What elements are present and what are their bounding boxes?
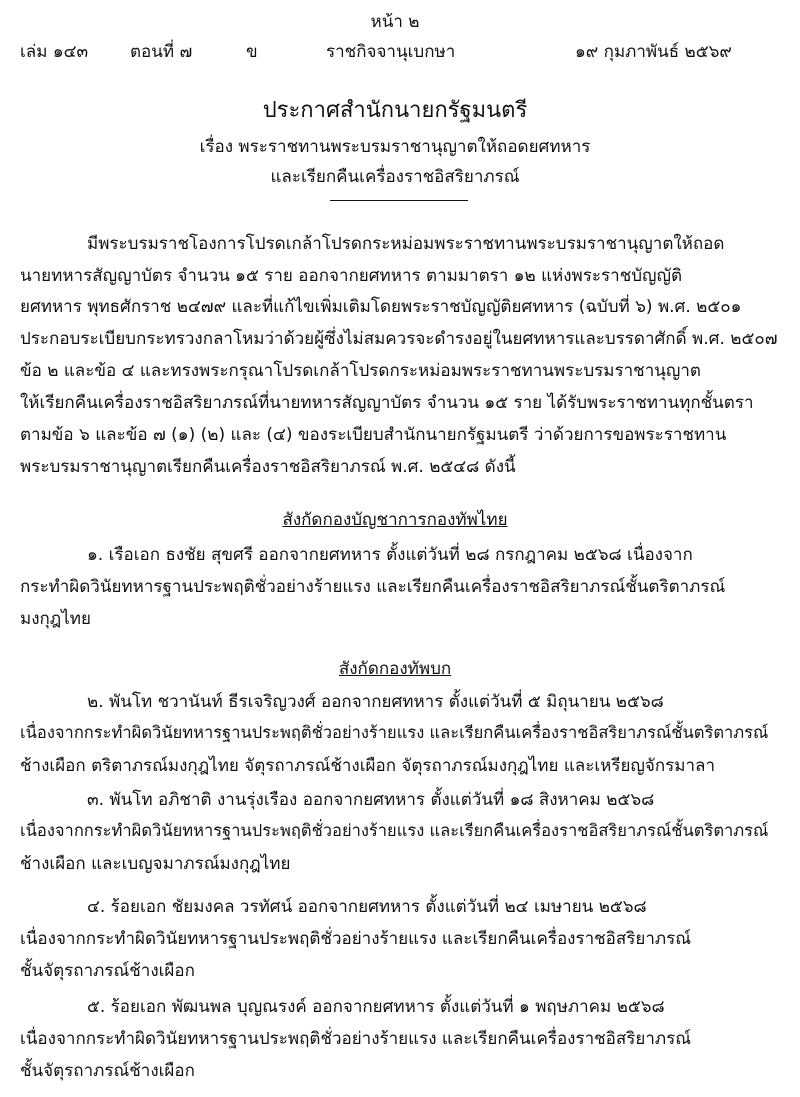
title-divider: [330, 200, 468, 201]
page-number: หน้า ๒: [370, 12, 420, 32]
entry-line: ชั้นจัตุรถาภรณ์ช้างเผือก: [20, 1061, 195, 1081]
entry-line: ช้างเผือก ตริตาภรณ์มงกุฎไทย จัตุรถาภรณ์ช้างเผือก จัตุรถาภรณ์มงกุฎไทย และเหรียญจักรมาลา: [20, 756, 716, 776]
entry-line: เนื่องจากกระทำผิดวินัยทหารฐานประพฤติชั่วอย่างร้ายแรง และเรียกคืนเครื่องราชอิสริยาภรณ์: [20, 929, 692, 949]
body-line: นายทหารสัญญาบัตร จำนวน ๑๕ ราย ออกจากยศทหาร ตามมาตรา ๑๒ แห่งพระราชบัญญัติ: [20, 266, 683, 286]
entry-line: เนื่องจากกระทำผิดวินัยทหารฐานประพฤติชั่วอย่างร้ายแรง และเรียกคืนเครื่องราชอิสริยาภรณ์: [20, 1029, 692, 1049]
entry-line: เนื่องจากกระทำผิดวินัยทหารฐานประพฤติชั่วอย่างร้ายแรง และเรียกคืนเครื่องราชอิสริยาภรณ์ชั้นตริตาภรณ์: [20, 723, 769, 742]
entry-line: กระทำผิดวินัยทหารฐานประพฤติชั่วอย่างร้ายแรง และเรียกคืนเครื่องราชอิสริยาภรณ์ชั้นตริตาภรณ์: [20, 577, 726, 597]
section-heading: [0, 655, 790, 682]
section-heading-text: สังกัดกองทัพบก: [338, 659, 452, 679]
body-line: ข้อ ๒ และข้อ ๔ และทรงพระกรุณาโปรดเกล้าโปรดกระหม่อมพระราชทานพระบรมราชานุญาต: [20, 361, 701, 381]
issue-label: ตอนที่ ๗: [130, 42, 193, 62]
body-line: พระบรมราชานุญาตเรียกคืนเครื่องราชอิสริยาภรณ์ พ.ศ. ๒๕๔๘ ดังนี้: [20, 457, 516, 477]
body-line: ตามข้อ ๖ และข้อ ๗ (๑) (๒) และ (๔) ของระเบียบสำนักนายกรัฐมนตรี ว่าด้วยการขอพระราชทาน: [20, 425, 727, 445]
body-line: ประกอบระเบียบกระทรวงกลาโหมว่าด้วยผู้ซึ่งไม่สมควรจะดำรงอยู่ในยศทหารและบรรดาศักดิ์ พ.ศ. ๒๕๐๗: [20, 329, 778, 349]
entry-line: เนื่องจากกระทำผิดวินัยทหารฐานประพฤติชั่วอย่างร้ายแรง และเรียกคืนเครื่องราชอิสริยาภรณ์ชั้นตริตาภรณ์: [20, 821, 769, 840]
body-line: ยศทหาร พุทธศักราช ๒๔๗๙ และที่แก้ไขเพิ่มเติมโดยพระราชบัญญัติยศทหาร (ฉบับที่ ๖) พ.ศ. ๒๕๐๑: [20, 297, 742, 317]
gazette-name: ราชกิจจานุเบกษา: [326, 42, 456, 62]
entry-line: ๓. พันโท อภิชาติ งานรุ่งเรือง ออกจากยศทหาร ตั้งแต่วันที่ ๑๘ สิงหาคม ๒๕๖๘: [87, 790, 655, 810]
body-line: มีพระบรมราชโองการโปรดเกล้าโปรดกระหม่อมพระราชทานพระบรมราชานุญาตให้ถอด: [87, 234, 725, 254]
entry-line: ช้างเผือก และเบญจมาภรณ์มงกุฎไทย: [20, 854, 291, 874]
subject-line: และเรียกคืนเครื่องราชอิสริยาภรณ์: [270, 167, 520, 187]
entry-line: ๒. พันโท ชวานันท์ ธีรเจริญวงศ์ ออกจากยศทหาร ตั้งแต่วันที่ ๕ มิถุนายน ๒๕๖๘: [87, 692, 664, 712]
entry-line: ๑. เรือเอก ธงชัย สุขศรี ออกจากยศทหาร ตั้งแต่วันที่ ๒๘ กรกฎาคม ๒๕๖๘ เนื่องจาก: [87, 545, 693, 565]
section-label: ข: [246, 42, 258, 62]
body-line: ให้เรียกคืนเครื่องราชอิสริยาภรณ์ที่นายทหารสัญญาบัตร จำนวน ๑๕ ราย ได้รับพระราชทานทุกชั้นตรา: [20, 393, 754, 413]
issue-date: ๑๙ กุมภาพันธ์ ๒๕๖๙: [575, 42, 732, 62]
entry-line: ๕. ร้อยเอก พัฒนพล บุญณรงค์ ออกจากยศทหาร ตั้งแต่วันที่ ๑ พฤษภาคม ๒๕๖๘: [87, 997, 665, 1017]
entry-line: มงกุฎไทย: [20, 609, 91, 629]
section-heading: [0, 506, 790, 533]
entry-line: ชั้นจัตุรถาภรณ์ช้างเผือก: [20, 961, 195, 981]
section-heading-text: สังกัดกองบัญชาการกองทัพไทย: [282, 510, 508, 530]
volume-label: เล่ม ๑๔๓: [20, 42, 89, 62]
entry-line: ๔. ร้อยเอก ชัยมงคล วรทัศน์ ออกจากยศทหาร ตั้งแต่วันที่ ๒๔ เมษายน ๒๕๖๘: [87, 897, 647, 917]
announcement-title: ประกาศสำนักนายกรัฐมนตรี: [262, 98, 528, 123]
subject-line: เรื่อง พระราชทานพระบรมราชานุญาตให้ถอดยศทหาร: [199, 137, 591, 157]
